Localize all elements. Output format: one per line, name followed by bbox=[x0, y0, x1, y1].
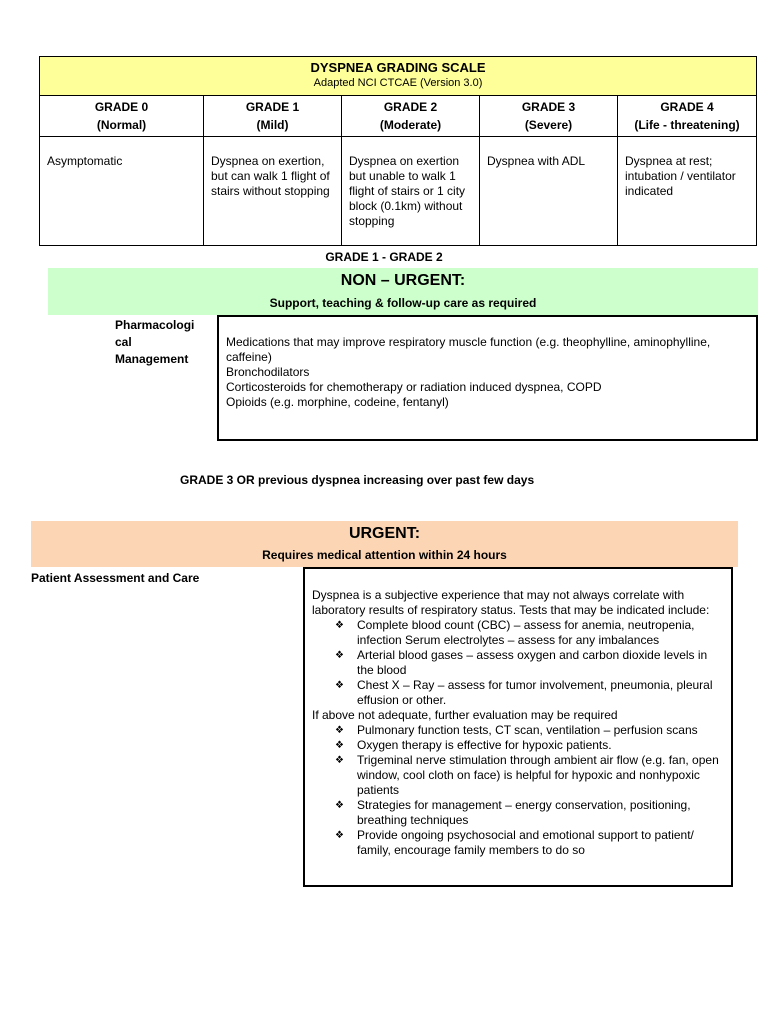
list-item: ❖ Provide ongoing psychosocial and emotional support to patient/ family, encourage family members to do so bbox=[335, 828, 694, 857]
grade-4-header: GRADE 4 (Life - threatening) bbox=[618, 96, 757, 137]
pharm-line: Corticosteroids for chemotherapy or radiation induced dyspnea, COPD bbox=[226, 380, 602, 394]
urgent-subtitle: Requires medical attention within 24 hours bbox=[262, 548, 507, 562]
patient-assessment-label: Patient Assessment and Care bbox=[31, 571, 200, 585]
pharm-line: Bronchodilators bbox=[226, 365, 310, 379]
tests-list bbox=[335, 618, 723, 708]
non-urgent-banner bbox=[48, 268, 758, 315]
grade-1-header: GRADE 1 (Mild) bbox=[204, 96, 342, 137]
list-item: ❖ Pulmonary function tests, CT scan, ventilation – perfusion scans bbox=[335, 723, 698, 737]
diamond-bullet-icon: ❖ bbox=[335, 725, 344, 736]
grade-4-description: Dyspnea at rest; intubation / ventilator indicated bbox=[618, 137, 757, 246]
diamond-bullet-icon: ❖ bbox=[335, 680, 344, 691]
diamond-bullet-icon: ❖ bbox=[335, 800, 344, 811]
diamond-bullet-icon: ❖ bbox=[335, 650, 344, 661]
grade-2-header: GRADE 2 (Moderate) bbox=[342, 96, 480, 137]
dyspnea-grading-table bbox=[39, 56, 757, 246]
grade-3-header: GRADE 3 (Severe) bbox=[480, 96, 618, 137]
grade-0-description: Asymptomatic bbox=[40, 137, 204, 246]
list-item: ❖ Complete blood count (CBC) – assess for anemia, neutropenia, infection Serum electrolytes – assess for any imbalances bbox=[335, 618, 695, 647]
grade-1-2-label: GRADE 1 - GRADE 2 bbox=[325, 250, 443, 264]
list-item: ❖ Arterial blood gases – assess oxygen and carbon dioxide levels in the blood bbox=[335, 648, 708, 677]
urgent-banner bbox=[31, 521, 738, 567]
further-evaluation-label: If above not adequate, further evaluation may be required bbox=[312, 708, 618, 722]
diamond-bullet-icon: ❖ bbox=[335, 830, 344, 841]
list-item: ❖ Chest X – Ray – assess for tumor involvement, pneumonia, pleural effusion or other. bbox=[335, 678, 713, 707]
pharmacological-management-label: Pharmacologi cal Management bbox=[115, 318, 195, 366]
pharmacological-management-box bbox=[217, 315, 758, 441]
non-urgent-title: NON – URGENT: bbox=[340, 272, 466, 289]
pharm-line: Opioids (e.g. morphine, codeine, fentanyl) bbox=[226, 395, 449, 409]
list-item: ❖ Strategies for management – energy conservation, positioning, breathing techniques bbox=[335, 798, 691, 827]
list-item: ❖ Oxygen therapy is effective for hypoxic patients. bbox=[335, 738, 612, 752]
further-list bbox=[335, 723, 723, 858]
patient-assessment-box bbox=[303, 567, 733, 887]
grading-scale-title: DYSPNEA GRADING SCALE bbox=[310, 60, 486, 75]
diamond-bullet-icon: ❖ bbox=[335, 755, 344, 766]
grading-scale-subtitle: Adapted NCI CTCAE (Version 3.0) bbox=[313, 77, 483, 89]
grade-0-header: GRADE 0 (Normal) bbox=[40, 96, 204, 137]
assessment-intro: Dyspnea is a subjective experience that may not always correlate with laboratory results of respiratory status. Tests that may be indicated include: bbox=[312, 588, 710, 617]
grade-2-description: Dyspnea on exertion but unable to walk 1 flight of stairs or 1 city block (0.1km) without stopping bbox=[342, 137, 480, 246]
non-urgent-subtitle: Support, teaching & follow-up care as required bbox=[269, 296, 537, 310]
urgent-title: URGENT: bbox=[348, 525, 421, 542]
list-item: ❖ Trigeminal nerve stimulation through ambient air flow (e.g. fan, open window, cool cloth on face) is helpful for hypoxic and nonhypoxic patients bbox=[335, 753, 719, 797]
grade-3-label: GRADE 3 OR previous dyspnea increasing over past few days bbox=[180, 473, 535, 487]
grade-3-description: Dyspnea with ADL bbox=[480, 137, 618, 246]
diamond-bullet-icon: ❖ bbox=[335, 740, 344, 751]
grade-1-description: Dyspnea on exertion, but can walk 1 flight of stairs without stopping bbox=[204, 137, 342, 246]
grading-scale-title-cell bbox=[40, 57, 757, 96]
diamond-bullet-icon: ❖ bbox=[335, 620, 344, 631]
pharm-line: Medications that may improve respiratory muscle function (e.g. theophylline, aminophylline, caffeine) bbox=[226, 335, 711, 364]
